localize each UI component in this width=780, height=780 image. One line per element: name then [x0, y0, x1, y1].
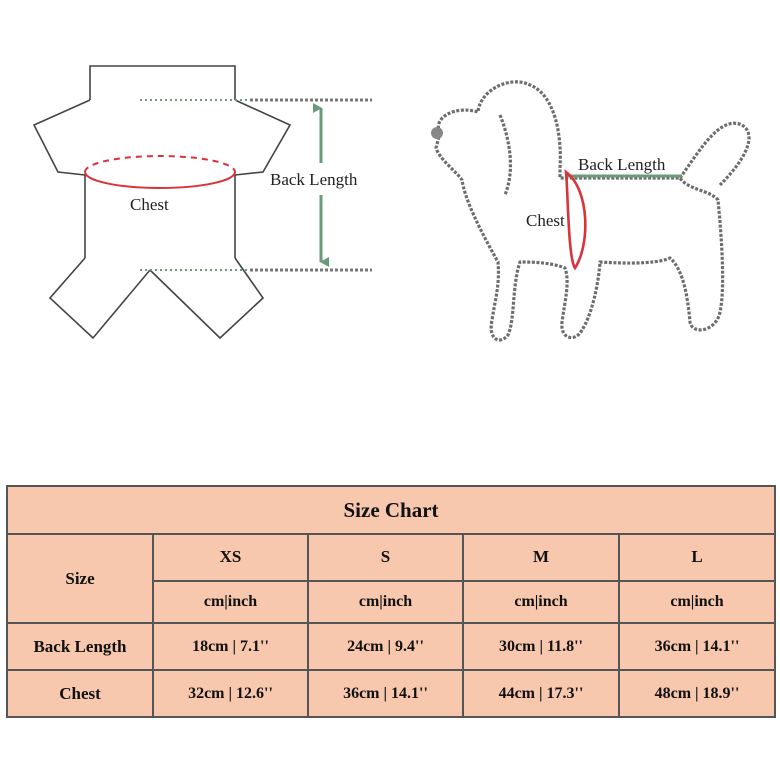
chest-l-value: 48cm | 18.9'' — [619, 670, 775, 717]
chest-row-label: Chest — [7, 670, 153, 717]
unit-cell: cm|inch — [463, 581, 619, 624]
back-length-l-value: 36cm | 14.1'' — [619, 623, 775, 670]
chest-row — [7, 670, 775, 717]
chest-m-value: 44cm | 17.3'' — [463, 670, 619, 717]
unit-cell: cm|inch — [619, 581, 775, 624]
dog-back-length-label: Back Length — [578, 155, 666, 174]
back-length-row-label: Back Length — [7, 623, 153, 670]
size-s-cell: S — [308, 534, 463, 581]
chest-xs-value: 32cm | 12.6'' — [153, 670, 308, 717]
dog-chest-label: Chest — [526, 211, 565, 230]
dog-nose-icon — [431, 127, 443, 139]
size-chart-title-row — [7, 486, 775, 534]
garment-back-length-label: Back Length — [270, 170, 358, 189]
back-length-m-value: 30cm | 11.8'' — [463, 623, 619, 670]
back-length-xs-value: 18cm | 7.1'' — [153, 623, 308, 670]
chest-s-value: 36cm | 14.1'' — [308, 670, 463, 717]
size-chart-title: Size Chart — [7, 486, 775, 534]
dog-chest-measure — [566, 172, 585, 268]
size-xs-cell: XS — [153, 534, 308, 581]
dog-outline — [436, 82, 749, 340]
garment-chest-label: Chest — [130, 195, 169, 214]
garment-chest-measure — [85, 156, 235, 188]
size-header-cell: Size — [7, 534, 153, 623]
size-chart-table — [6, 485, 776, 718]
back-length-s-value: 24cm | 9.4'' — [308, 623, 463, 670]
size-l-cell: L — [619, 534, 775, 581]
size-header-row — [7, 534, 775, 581]
unit-cell: cm|inch — [153, 581, 308, 624]
size-m-cell: M — [463, 534, 619, 581]
unit-cell: cm|inch — [308, 581, 463, 624]
back-length-row — [7, 623, 775, 670]
